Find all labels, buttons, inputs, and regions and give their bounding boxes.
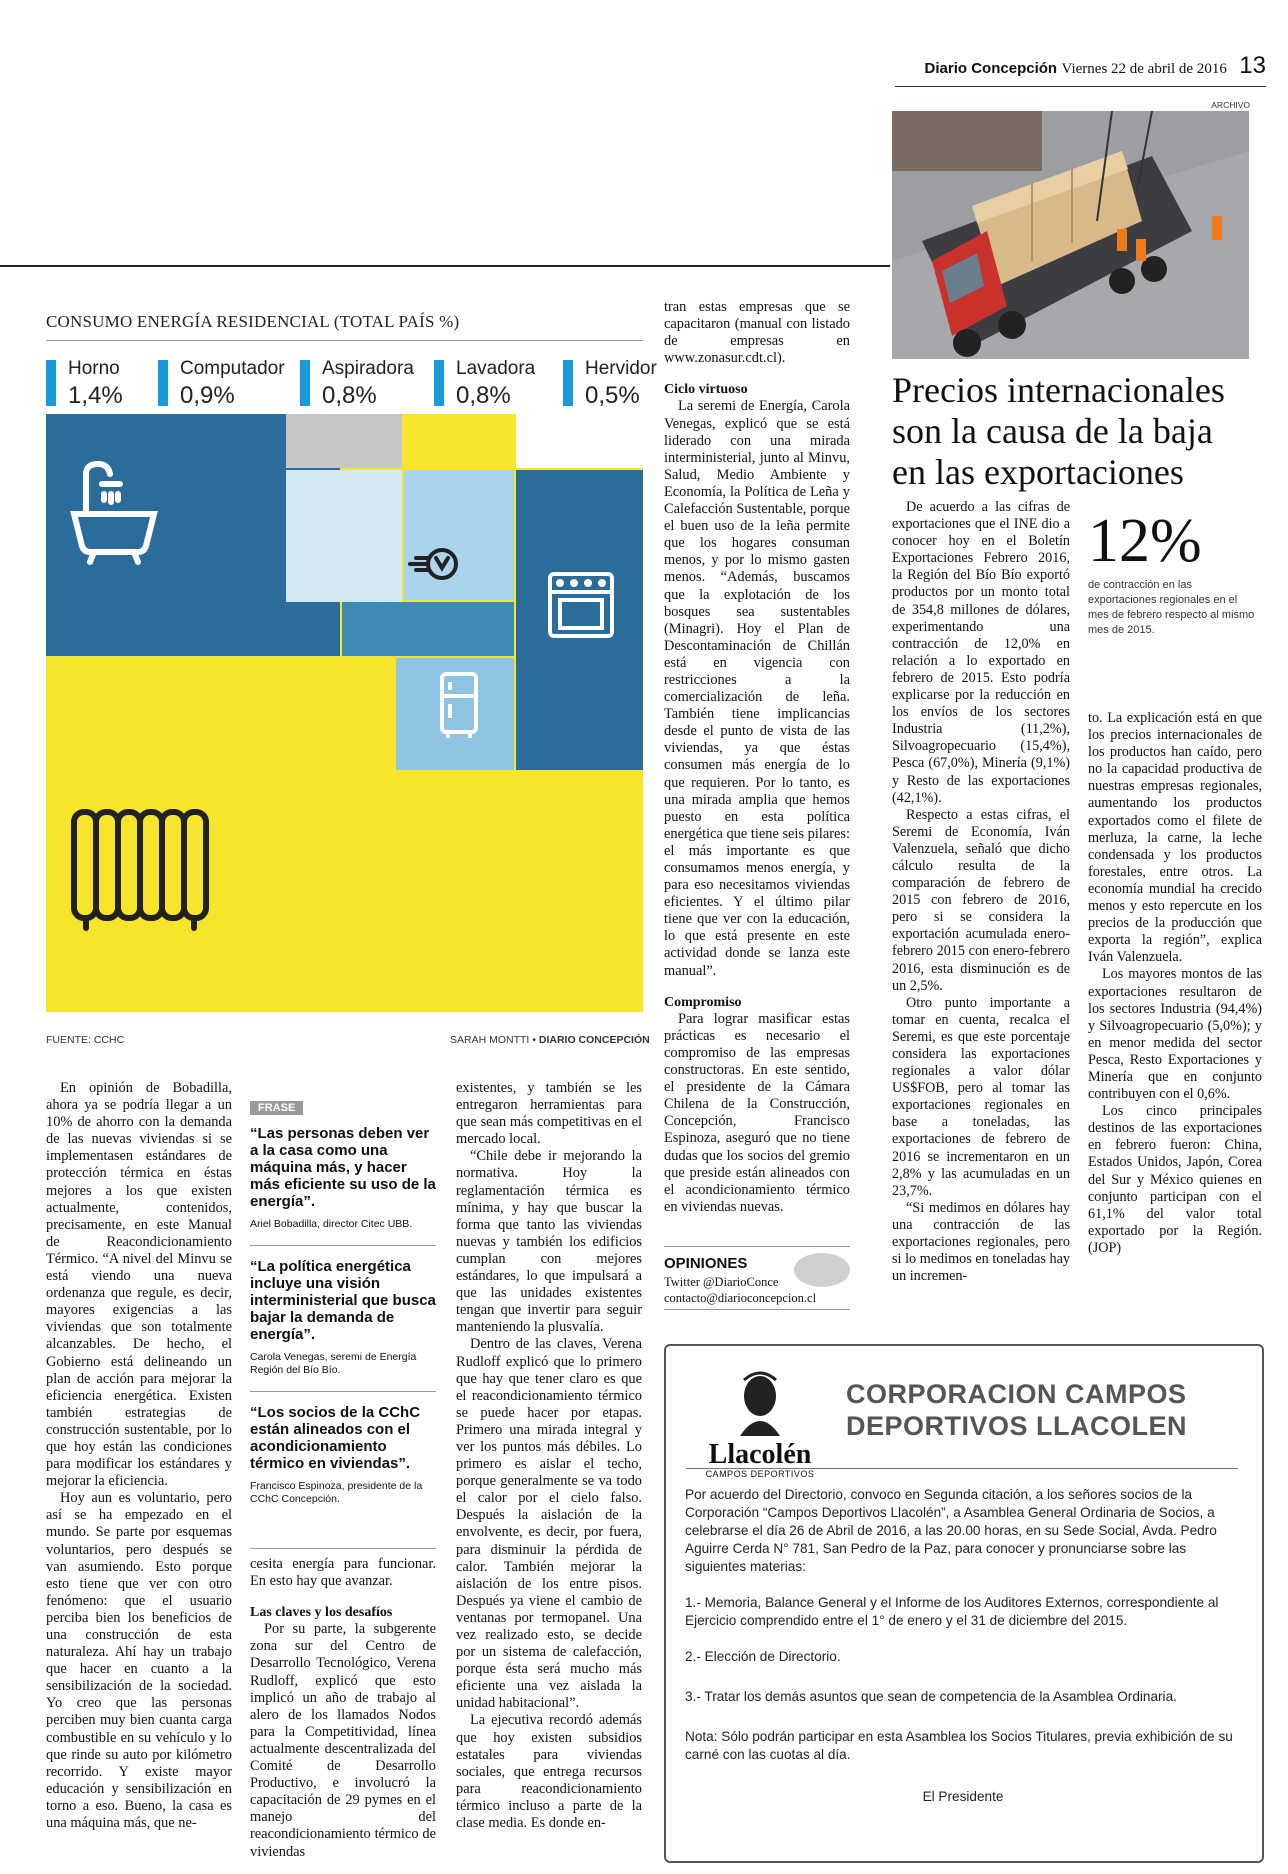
article-column-4 [664,299,850,1216]
section-divider [0,265,890,267]
paragraph: En opinión de Bobadilla, ahora ya se podría llegar a un 10% de ahorro con la demanda de las nuevas viviendas si se implementasen estándares de protección térmica en éstas mejores a los que existen actualmente, contenidos, precisamente, en este Manual de Reacondicionamiento Térmico. “A nivel del Minvu se está viendo una nueva ordenanza que regule, es decir, mayores exigencias a las viviendas que son totalmente alcanzables. De hecho, el Gobierno está delineando un plan de acción para mejorar la eficiencia energética. Existen también estrategias de construcción sustentable, por lo que hoy están las condiciones para modificar los estándares y mejorar la eficiencia. [46,1080,232,1490]
treemap-dark-blue-right-block [516,470,643,770]
paragraph: Para lograr masificar estas prácticas es necesario el compromiso de las empresas constructoras. En este sentido, el presidente de la Cámara Chilena de la Construcción, Concepción, Francisco Espinoza, aseguró que no tiene dudas que los socios del gremio que preside están alineados con el acondicionamiento térmico en viviendas nuevas. [664,1010,850,1215]
truck-lumber-photo [892,111,1249,359]
treemap-pale-blue-block [286,470,402,602]
credit-bullet: • [532,1034,536,1046]
quote-text: “Los socios de la CChC están alineados con el acondicionamiento térmico en viviendas”. [250,1404,421,1472]
notice-signature: El Presidente [922,1789,1004,1804]
side-headline: Precios internacionales son la causa de la baja en las exportaciones [892,370,1225,492]
paragraph: Otro punto importante a tomar en cuenta, recalca el Seremi, es que este porcentaje considera las exportaciones regionales a valor dólar US$FOB, pero al tomar las exportaciones regionales en base a toneladas, las exportaciones de febrero de 2016 se incrementaron en un 2,8% y las acumuladas en un 23,7%. [892,994,1070,1199]
notice-item-3: 3.- Tratar los demás asuntos que sean de competencia de la Asamblea Ordinaria. [685,1689,1177,1704]
notice-body [685,1486,1241,1806]
chart-source: FUENTE: CCHC [46,1034,125,1046]
subheading: Las claves y los desafíos [250,1605,393,1621]
legend-label: Aspiradora [322,358,414,379]
notice-title-rule [686,1468,1238,1469]
issue-date: Viernes 22 de abril de 2016 [1061,61,1227,77]
paragraph: existentes, y también se les entregaron herramientas para que sean más competitivas en el mercado local. [456,1080,642,1148]
chart-credit [450,1034,650,1046]
notice-title [846,1378,1187,1442]
quote-separator [250,1245,436,1246]
paragraph: Los mayores montos de las exportaciones resultaron de los sectores Industria (94,4%) y Silvoagropecuario (5,0%); y en menor medida del sector Pesca, Resto Exportaciones y Minería que en conjunto contribuyen con el 0,6%. [1088,966,1262,1103]
stat-caption: de contracción en las exportaciones regionales en el mes de febrero respecto al mismo mes de 2015. [1088,579,1255,636]
notice-title-line-1: CORPORACION CAMPOS [846,1379,1187,1409]
chart-title: CONSUMO ENERGÍA RESIDENCIAL (TOTAL PAÍS %) [46,312,460,331]
side-column-2 [1088,710,1262,1257]
newspaper-name: Diario Concepción [924,60,1058,77]
header-rule [895,86,1266,87]
quotes-box [250,1098,436,1506]
page-header [925,52,1266,82]
opinions-title: OPINIONES [664,1255,748,1272]
credit-author: SARAH MONTTI [450,1034,530,1046]
treemap-mid-blue-right-block [516,414,643,468]
quote-separator [250,1391,436,1392]
legend-label: Computador [180,358,285,379]
article-column-3 [456,1080,642,1832]
legend-value: 0,9% [180,382,235,409]
opinions-email[interactable]: contacto@diarioconcepcion.cl [664,1291,817,1305]
legend-marker [158,360,168,406]
notice-note: Nota: Sólo podrán participar en esta Asamblea los Socios Titulares, previa exhibición de su carné con las cuotas al día. [685,1729,1233,1762]
quote-author: Carola Venegas, seremi de Energía Región del Bío Bío. [250,1351,417,1376]
paragraph: La ejecutiva recordó además que hoy existen subsidios estatales para viviendas sociales, que entrega recursos para reacondicionamiento térmico incluso a parte de la clase media. Es donde en- [456,1712,642,1832]
treemap-mid-blue-block [342,602,514,656]
legend-marker [46,360,56,406]
paragraph: to. La explicación está en que los precios internacionales de los productos han caído, pero no la capacidad productiva de nuestras empresas regionales, aumentando los productos exportados como el filete de merluza, la carne, la leche condensada y los productos forestales, entre otros. La economía mundial ha crecido menos y esto repercute en los precios de la producción que exporta la región”, explica Iván Valenzuela. [1088,710,1262,966]
opinions-box [664,1246,850,1310]
paragraph: Dentro de las claves, Verena Rudloff explicó que lo primero que hay que tener claro es que el reacondicionamiento térmico se puede hacer por etapas. Primero una mirada integral y ver los puntos más débiles. Lo primero es aislar el techo, porque generalmente se va todo el calor por el cielo falso. Después la aislación de la envolvente, es decir, por fuera, para disminuir la pérdida de calor. También mejorar la aislación de los entre pisos. Después ya viene el cambio de ventanas por termopanel. Una vez realizado esto, se decide por un sistema de calefacción, porque ésta será mucho más eficiente una vez aislada la unidad habitacional”. [456,1336,642,1712]
legend-value: 0,8% [322,382,377,409]
paragraph: “Chile debe ir mejorando la normativa. Hoy la reglamentación térmica es mínima, y hay que buscar la forma que tanto las viviendas nuevas y también los edificios cumplan con mejores estándares, lo que impulsará a que las unidades existentes tengan que invertir para seguir manteniendo la plusvalía. [456,1148,642,1336]
paragraph: De acuerdo a las cifras de exportaciones que el INE dio a conocer hoy en el Boletín Exportaciones Febrero 2016, la Región del Bío Bío exportó productos por un monto total de 354,8 millones de dólares, experimentando una contracción de 12,0% en relación a lo exportado en febrero de 2015. Esto podría explicarse por la reducción en los envíos de los sectores Industria (11,2%), Silvoagropecuario (15,4%), Pesca (67,0%), Minería (9,1%) y Resto de las exportaciones (42,1%). [892,499,1070,806]
paragraph: tran estas empresas que se capacitaron (manual con listado de empresas en www.zonasur.cdt.cl). [664,299,850,367]
legend-marker [300,360,310,406]
paragraph: “Si medimos en dólares hay una contracción de las exportaciones regionales, pero si lo medimos en toneladas hay un incremen- [892,1199,1070,1285]
quote-text: “Las personas deben ver a la casa como una máquina más, y hacer más eficiente su uso de la energía”. [250,1125,436,1210]
legend-label: Hervidor [585,358,657,379]
legend-marker [563,360,573,406]
legend-value: 1,4% [68,382,123,409]
notice-logo [690,1366,830,1479]
quote-author: Francisco Espinoza, presidente de la CChC Concepción. [250,1480,423,1505]
subheading: Ciclo virtuoso [664,382,748,398]
legend-value: 0,5% [585,382,640,409]
llacolen-emblem-icon [690,1366,830,1436]
notice-item-2: 2.- Elección de Directorio. [685,1649,841,1664]
credit-outlet: DIARIO CONCEPCIÓN [538,1034,650,1046]
logo-name: Llacolén [708,1439,812,1470]
paragraph: cesita energía para funcionar. En esto hay que avanzar. [250,1556,436,1590]
paragraph: Respecto a estas cifras, el Seremi de Economía, Iván Valenzuela, señaló que dicho cálculo resulta de la comparación de febrero de 2015 con febrero de 2016, pero si se considera la exportación acumulada enero-febrero 2015 con enero-febrero 2016, esta disminución es de un 2,5%. [892,806,1070,994]
paragraph: Los cinco principales destinos de las exportaciones en febrero fueron: China, Estados Unidos, Japón, Corea del Sur y México quienes en conjunto participan con el 61,1% del valor total exportado por la Región. (JOP) [1088,1103,1262,1256]
page-number: 13 [1239,52,1266,79]
subheading: Compromiso [664,994,742,1010]
stat-callout [1088,508,1258,638]
side-column-1 [892,499,1070,1285]
opinions-twitter[interactable]: Twitter @DiarioConce [664,1275,779,1289]
photo-credit: ARCHIVO [1211,100,1250,110]
paragraph: Por su parte, la subgerente zona sur del Centro de Desarrollo Tecnológico, Verena Rudloff, explicó que esto implicó un año de trabajo al alero de los llamados Nodos para la Competitividad, línea actualmente descentralizada del Comité de Desarrollo Productivo, e involucró la capacitación de 29 pymes en el manejo del reacondicionamiento térmico de viviendas [250,1621,436,1860]
treemap-svg [46,414,643,1012]
notice-intro: Por acuerdo del Directorio, convoco en Segunda citación, a los señores socios de la Corporación “Campos Deportivos Llacolén”, a Asamblea General Ordinaria de Socios, a celebrarse el día 26 de Abril de 2016, a las 20.00 horas, en su Sede Social, Avda. Pedro Aguirre Cerda N° 781, San Pedro de la Paz, para conocer y pronunciarse sobre las siguientes materias: [685,1487,1217,1574]
treemap-gray-block [286,414,402,468]
quote-text: “La política energética incluye una visión interministerial que busca bajar la demanda de energía”. [250,1258,436,1343]
stat-value: 12% [1088,507,1202,575]
legend-label: Horno [68,358,120,379]
quote-author: Ariel Bobadilla, director Citec UBB. [250,1218,413,1230]
article-column-1 [46,1080,232,1832]
paragraph: La seremi de Energía, Carola Venegas, explicó que se está liderado con una mirada interministerial, junto al Minvu, Salud, Medio Ambiente y Economía, la Política de Leña y Calefacción Sustentable, porque el buen uso de la leña permite que los hogares consuman menos, y por lo mismo gasten menos. “Además, buscamos que la explotación de los bosques sea sustentables (Minagri). Hoy el Plan de Descontaminación de Chillán está en vigencia con restricciones a la comercialización de leña. También tiene implicancias desde el punto de vista de las viviendas, ya que éstas consumen más energía de lo que requieren. Por lo tanto, es una mirada amplia que hemos puesto en esta política energética que tiene seis pilares: el más importante es que consumamos menos energía, y para eso necesitamos viviendas eficientes. Y el último pilar tiene que ver con la educación, lo que está presente en este actividad donde se lanza este manual”. [664,398,850,979]
treemap-light-blue-block [404,470,514,600]
treemap-chart [46,414,643,1012]
article-column-2 [250,1556,436,1861]
notice-item-1: 1.- Memoria, Balance General y el Informe de los Auditores Externos, correspondiente al Ejercicio comprendido entre el 1° de enero y el 31 de diciembre del 2015. [685,1595,1219,1628]
notice-title-line-2: DEPORTIVOS LLACOLEN [846,1411,1188,1441]
legend-label: Lavadora [456,358,536,379]
quotes-box-rule [250,1548,436,1549]
frase-label: FRASE [250,1101,303,1115]
paragraph: Hoy aun es voluntario, pero así se ha empezado en el mundo. Se parte por esquemas voluntarios, pero después se van asumiendo. Esto porque esto tiene que ver con otro fenómeno: que el usuario perciba bien los beneficios de una construcción de esta naturaleza. Ahí hay un trabajo que hacer en cuanto a la sensibilización de la sociedad. Yo creo que las personas perciben muy bien cuanta carga combustible en su vehículo y lo que rinde su auto por kilómetro recorrido. Y existe mayor educación y sensibilización en torno a eso. Bueno, la casa es una máquina más, que ne- [46,1490,232,1832]
speech-bubble-icon [794,1253,850,1287]
chart-title-rule [46,340,643,341]
radiator-icon [74,812,206,928]
legend-marker [434,360,444,406]
legend-value: 0,8% [456,382,511,409]
logo-subtitle: CAMPOS DEPORTIVOS [705,1469,815,1479]
